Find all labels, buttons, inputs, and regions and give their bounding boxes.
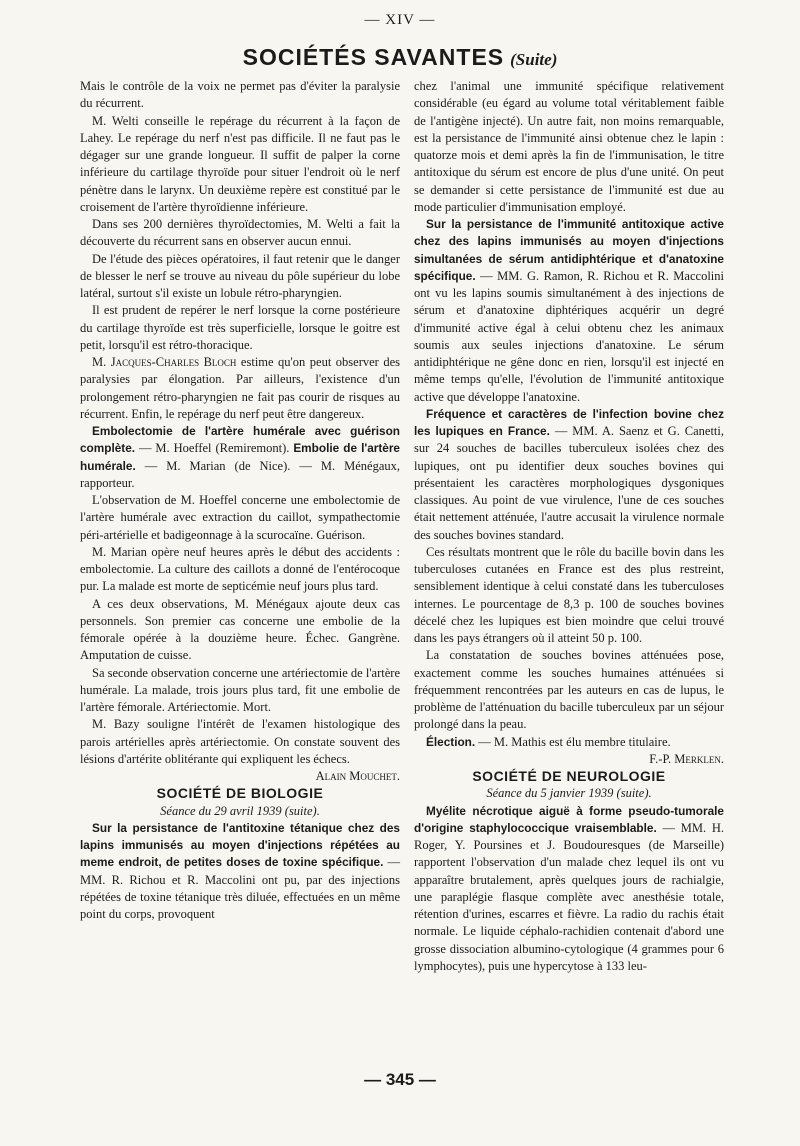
abstract (414, 406, 724, 544)
page-header (0, 44, 800, 71)
author-name: M. Jacques-Charles Bloch (92, 355, 237, 369)
abstract-title: Embolie de l'artère humérale. (80, 441, 400, 473)
abstract-title: Myélite nécrotique aiguë à forme pseudo-tumorale d'origine staphylococcique vraisemblable. (414, 803, 724, 835)
paragraph: Sa seconde observation concerne une artériectomie de l'artère humérale. La malade, trois jours plus tard, fit une embolie de l'artère fémorale. Artériectomie. Mort. (80, 665, 401, 714)
paragraph: L'observation de M. Hoeffel concerne une embolectomie de l'artère humérale avec extraction du caillot, sympathectomie péri-artérielle et badigeonnage à la scurocaïne. Guérison. (80, 493, 400, 542)
paragraph: chez l'animal une immunité spécifique relativement considérable (eu égard au volume total véritablement faible de l'antigène injecté). Un autre fait, non moins remarquable, est la persistance de l'immunité ainsi obtenue chez le lapin : quatorze mois et demi après la fin de l'immunisation, le titre antitoxique du sérum est encore de plus d'une unité. On peut se demander si cette persistance de l'immunité est due au mode particulier d'immunisation employé. (414, 79, 724, 214)
paragraph: M. Marian opère neuf heures après le début des accidents : embolectomie. La culture des caillots a donné de l'entérocoque pur. La malade est morte de septicémie neuf jours plus tard. (80, 544, 400, 594)
abstract-text: — MM. A. Saenz et G. Canetti, sur 24 souches de bacilles tuberculeux isolées chez des lupiques, ont pu identifier deux souches bovines qui présentaient les caractères morphologiques dysgoniques classiques. Au point de vue virulence, l'une de ces souches était nettement atténuée, l'autre accusait la virulence normale des souches bovines standard. (414, 424, 724, 542)
paragraph (80, 354, 400, 423)
session-date: Séance du 29 avril 1939 (suite). (160, 803, 320, 818)
abstract-heading (80, 423, 400, 492)
announcement-title: Élection. (426, 734, 476, 749)
paragraph: M. Bazy souligne l'intérêt de l'examen histologique des parois artérielles après artériectomie. On constate souvent des lésions d'artérite oblitérante qui expliquent les échecs. (80, 717, 400, 766)
paragraph: Ces résultats montrent que le rôle du bacille bovin dans les tuberculoses cutanées en France est des plus restreint, sensiblement identique à celui constaté dans les tuberculoses internes. Le pourcentage de 8,3 p. 100 de souches bovines décelé chez les lupiques est bien moindre que celui trouvé dans les pays étrangers où il atteint 50 p. 100. (414, 544, 724, 645)
paragraph: De l'étude des pièces opératoires, il faut retenir que le danger de blesser le nerf se trouve au niveau du pôle supérieur du lobe latéral, surtout s'il existe un lobule rétro-pharyngien. (80, 251, 400, 300)
session-date: Séance du 5 janvier 1939 (suite). (486, 786, 652, 801)
section-heading: SOCIÉTÉS SAVANTES (242, 44, 505, 70)
paragraph: Il est prudent de repérer le nerf lorsque la corne postérieure du cartilage thyroïde est très superficielle, lorsque le goitre est petit, lorsqu'il est rétro-thoracique. (80, 303, 400, 352)
abstract-text: — MM. H. Roger, Y. Poursines et J. Boudouresques (de Marseille) rapportent l'observation d'un malade chez lequel ils ont vu apparaître brutalement, après quelques jours de rachialgie, une paraplégie flasque complète avec anesthésie totale, rétention d'urines, escarres et fièvre. La radio du rachis était normale. Le liquide céphalo-rachidien contenait d'abord une grosse dissociation albumino-cytologique (4 grammes pour 6 lymphocytes), puis une hypercytose à 133 leu- (414, 820, 724, 973)
section-heading-suite: (Suite) (510, 50, 558, 69)
paragraph-text: estime qu'on peut observer des paralysies par élongation. Par ailleurs, l'existence d'un prolongement rétro-pharyngien ne fait pas courir de risques au récurrent. Enfin, le repérage du nerf peut être dangereux. (80, 355, 400, 421)
paragraph: Mais le contrôle de la voix ne permet pas d'éviter la paralysie du récurrent. (80, 79, 400, 111)
page-number: — 345 — (364, 1070, 436, 1089)
abstract-title: Embolectomie de l'artère humérale avec guérison complète. (80, 424, 400, 456)
abstract (414, 216, 724, 406)
abstract-authors: — M. Marian (de Nice). — M. Ménégaux, rapporteur. (80, 458, 400, 490)
signature: Alain Mouchet. (315, 769, 400, 783)
left-column (80, 78, 400, 923)
abstract-authors: — M. Hoeffel (Remiremont). (135, 441, 294, 456)
roman-page-number: — XIV — (364, 12, 436, 28)
paragraph: La constatation de souches bovines atténuées pose, exactement comme les souches humaines atténuées si fréquemment rencontrées par les auteurs en cas de lupus, le problème de l'atténuation du bacille tuberculeux par un séjour prolongé dans la peau. (414, 648, 724, 732)
abstract (80, 820, 400, 924)
abstract-text: — MM. R. Richou et R. Maccolini ont pu, par des injections répétées de toxine tétanique très diluée, effectuées en un même point du corps, provoquent (80, 855, 401, 921)
paragraph: M. Welti conseille le repérage du récurrent à la façon de Lahey. Le repérage du nerf n'est pas difficile. Il ne faut pas le dégager sur une grande longueur. Il suffit de palper la corne inférieure du cartilage thyroïde pour situer l'endroit où le nerf pénètre dans le larynx. Un deuxième repère est constitué par le croisement de l'artère thyroïdienne inférieure. (80, 113, 400, 214)
abstract-title: Sur la persistance de l'immunité antitoxique active chez des lapins immunisés au moyen d'injections simultanées de sérum antidiphtérique et d'anatoxine spécifique. (414, 217, 724, 283)
abstract-title: Fréquence et caractères de l'infection bovine chez les lupiques en France. (414, 406, 724, 438)
announcement-text: — M. Mathis est élu membre titulaire. (475, 734, 671, 749)
paragraph: A ces deux observations, M. Ménégaux ajoute deux cas personnels. Son premier cas concerne une embolie de la fémorale opérée à la douzième heure. Échec. Gangrène. Amputation de cuisse. (80, 596, 400, 663)
right-column (414, 78, 724, 975)
abstract (414, 803, 724, 976)
paragraph: Dans ses 200 dernières thyroïdectomies, M. Welti a fait la découverte du récurrent sans en observer aucun ennui. (80, 217, 400, 249)
society-title-neurologie: SOCIÉTÉ DE NEUROLOGIE (472, 768, 666, 784)
abstract-title: Sur la persistance de l'antitoxine tétanique chez des lapins immunisés au moyen d'injections répétées au meme endroit, de petites doses de toxine spécifique. (80, 820, 400, 870)
abstract-text: — MM. G. Ramon, R. Richou et R. Maccolini ont vu les lapins soumis simultanément à des injections de sérum et d'anatoxine diphtériques acquérir un degré d'immunité active égal à celui obtenu chez les animaux soumis aux seules injections d'anatoxine. Le sérum antidiphtérique ne gêne donc en rien, lorsqu'il est injecté en même temps qu'elle, l'évolution de l'immunité antitoxique active que développe l'anatoxine. (414, 268, 724, 404)
announcement (414, 734, 724, 751)
society-title-biologie: SOCIÉTÉ DE BIOLOGIE (156, 785, 324, 802)
signature: F.-P. Merklen. (649, 751, 724, 766)
